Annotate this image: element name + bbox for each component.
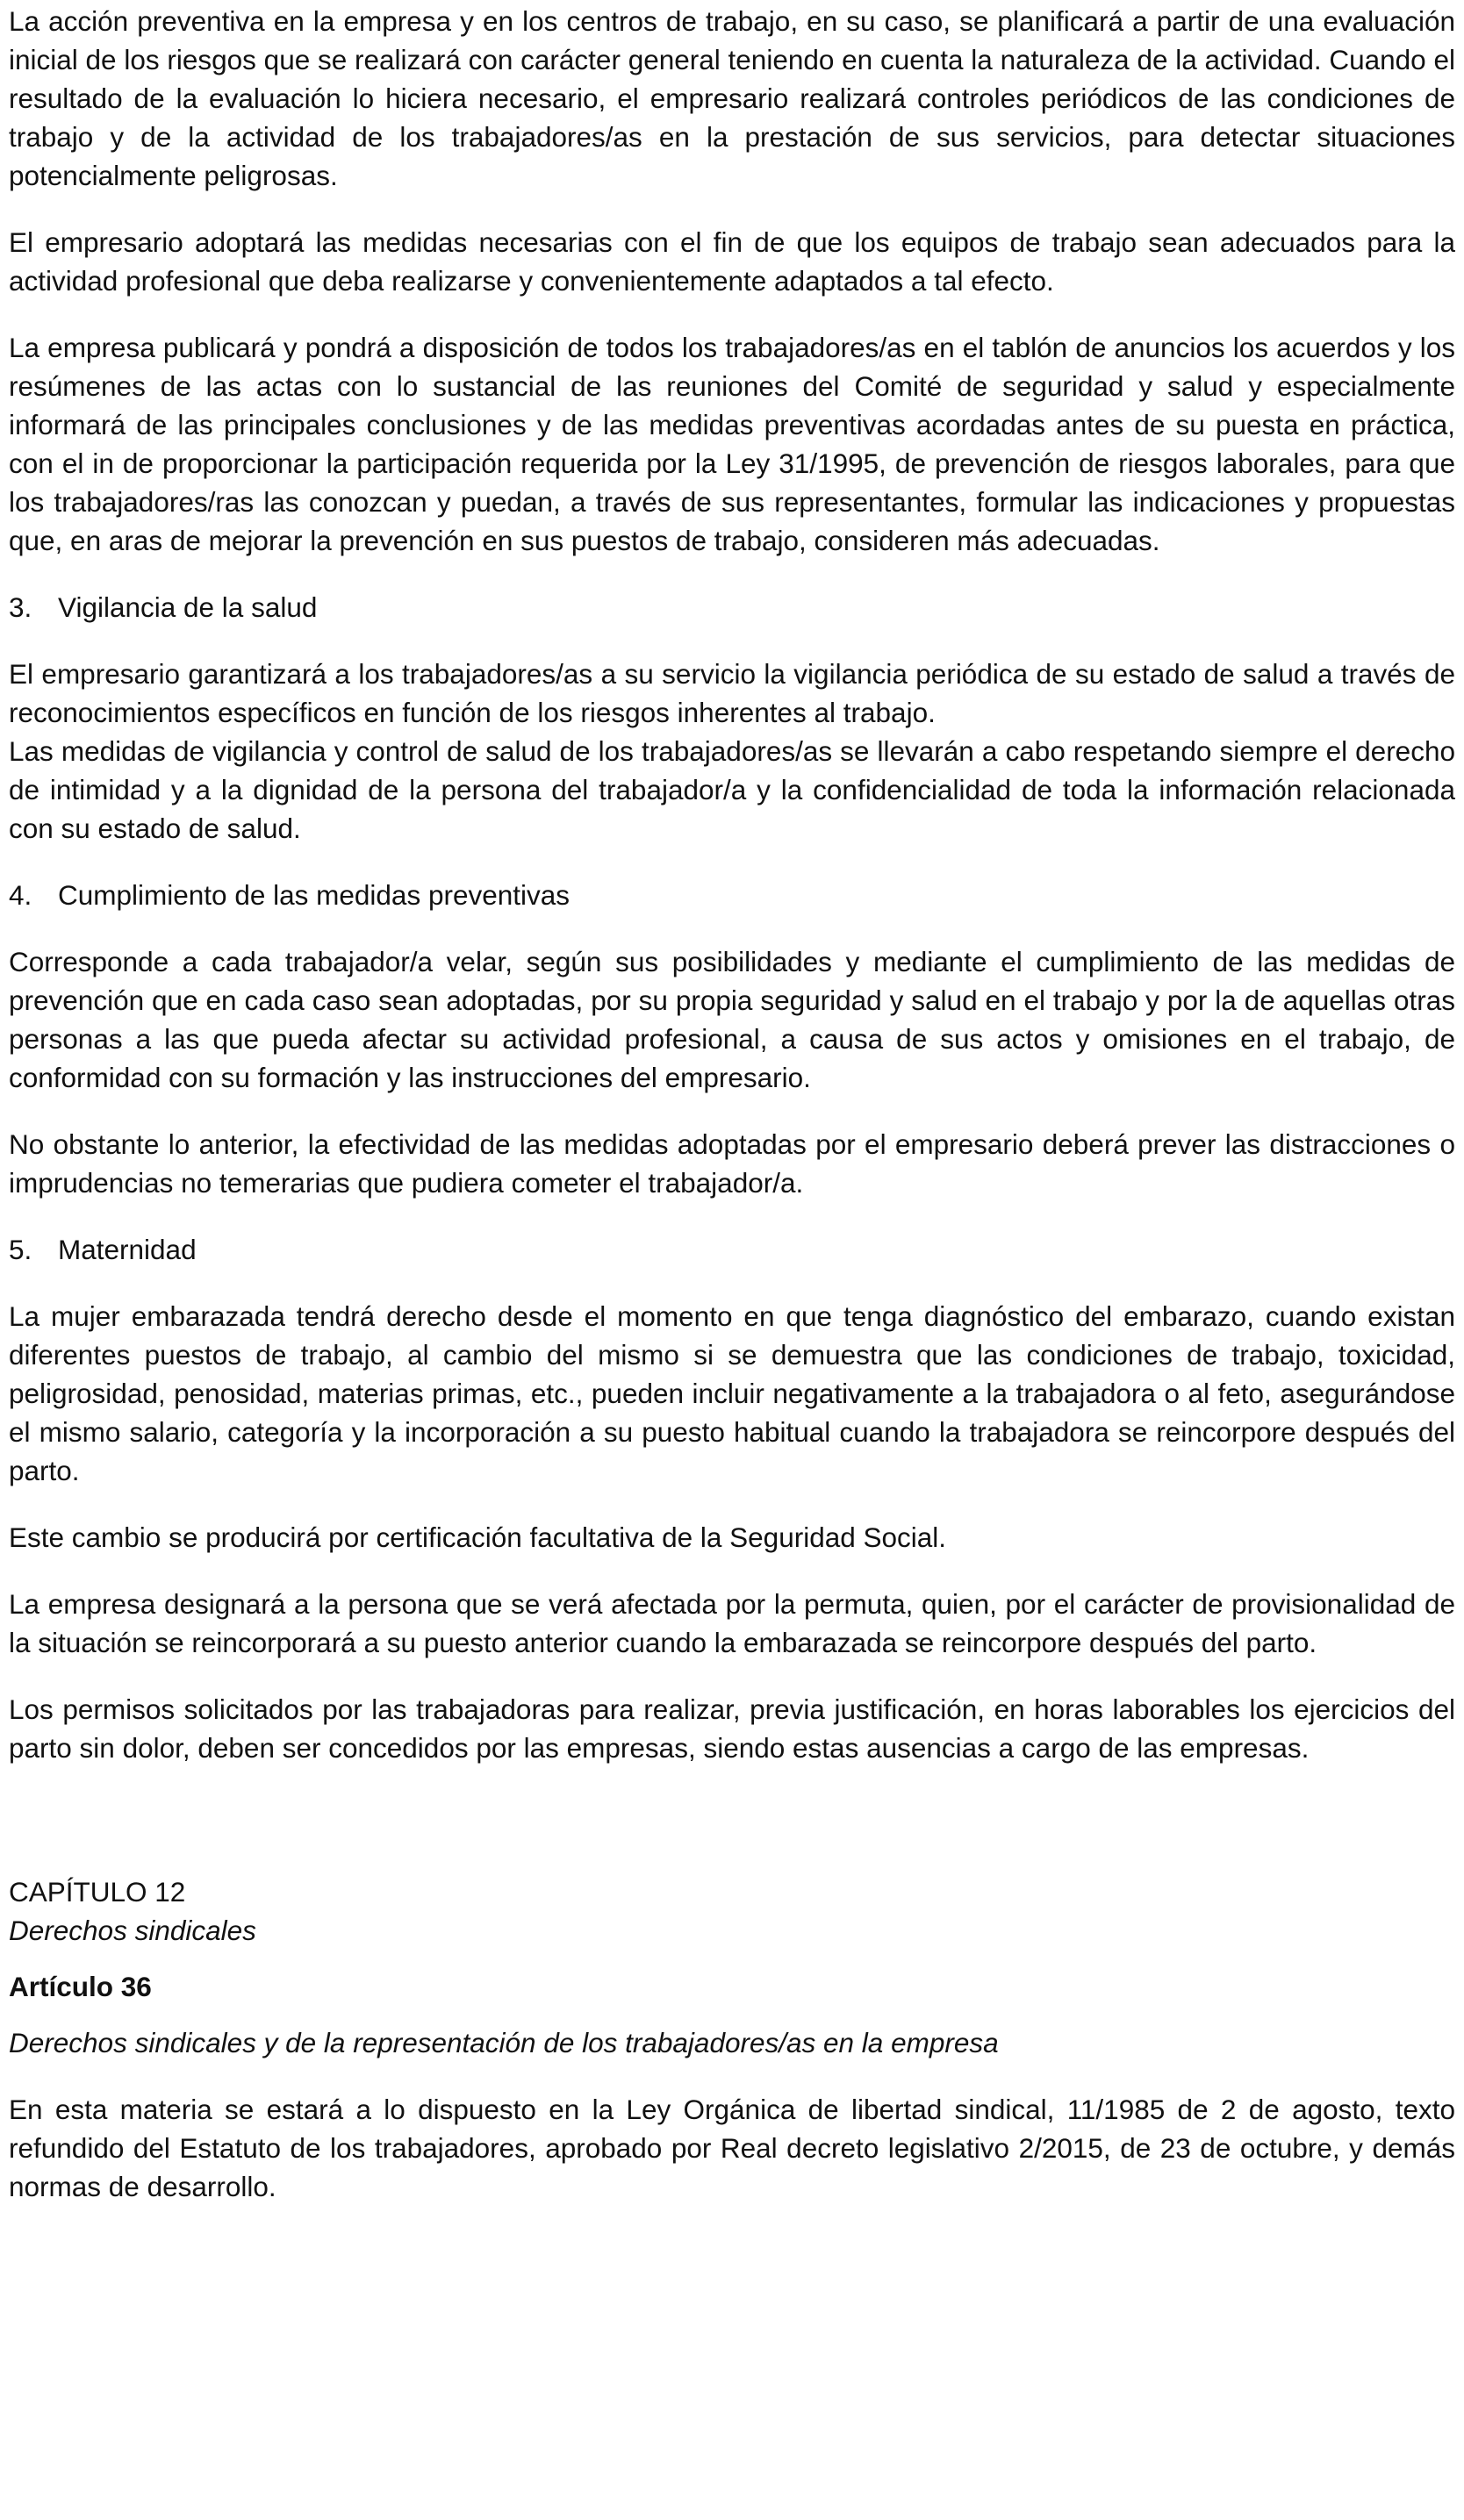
chapter-subtitle: Derechos sindicales <box>9 1915 256 1946</box>
paragraph-maternidad-1: La mujer embarazada tendrá derecho desde el momento en que tenga diagnóstico del embarazo, cuando existan diferentes puestos de trabajo, al cambio del mismo si se demuestra que las condiciones de trabajo, toxicidad, peligrosidad, penosidad, materias primas, etc., pueden incluir negativamente a la trabajadora o al feto, asegurándose el mismo salario, categoría y la incorporación a su puesto habitual cuando la trabajadora se reincorpore después del parto. <box>9 1300 1455 1486</box>
chapter-title: CAPÍTULO 12 <box>9 1876 186 1908</box>
section-title: Cumplimiento de las medidas preventivas <box>58 879 571 911</box>
section-number: 3. <box>9 591 32 623</box>
paragraph-vigilancia-2: Las medidas de vigilancia y control de salud de los trabajadores/as se llevarán a cabo respetando siempre el derecho de intimidad y a la dignidad de la persona del trabajador/a y la confidencialidad de toda la información relacionada con su estado de salud. <box>9 735 1455 844</box>
section-heading-vigilancia <box>9 588 1455 626</box>
section-title: Vigilancia de la salud <box>58 591 318 623</box>
article-subtitle: Derechos sindicales y de la representación de los trabajadores/as en la empresa <box>9 2027 999 2058</box>
paragraph-vigilancia-1: El empresario garantizará a los trabajadores/as a su servicio la vigilancia periódica de su estado de salud a través de reconocimientos específicos en función de los riesgos inherentes al trabajo. <box>9 658 1455 728</box>
section-title: Maternidad <box>58 1234 197 1265</box>
section-heading-maternidad <box>9 1230 1455 1269</box>
paragraph-maternidad-3: La empresa designará a la persona que se verá afectada por la permuta, quien, por el carácter de provisionalidad de la situación se reincorporará a su puesto anterior cuando la embarazada se reincorpore después del parto. <box>9 1588 1455 1658</box>
section-heading-cumplimiento <box>9 876 1455 914</box>
paragraph-planning: La acción preventiva en la empresa y en los centros de trabajo, en su caso, se planificará a partir de una evaluación inicial de los riesgos que se realizará con carácter general teniendo en cuenta la naturaleza de la actividad. Cuando el resultado de la evaluación lo hiciera necesario, el empresario realizará controles periódicos de las condiciones de trabajo y de la actividad de los trabajadores/as en la prestación de sus servicios, para detectar situaciones potencialmente peligrosas. <box>9 5 1455 191</box>
paragraph-cumplimiento-2: No obstante lo anterior, la efectividad de las medidas adoptadas por el empresario deberá prever las distracciones o imprudencias no temerarias que pudiera cometer el trabajador/a. <box>9 1128 1455 1199</box>
paragraph-cumplimiento-1: Corresponde a cada trabajador/a velar, según sus posibilidades y mediante el cumplimiento de las medidas de prevención que en cada caso sean adoptadas, por su propia seguridad y salud en el trabajo y por la de aquellas otras personas a las que pueda afectar su actividad profesional, a causa de sus actos y omisiones en el trabajo, de conformidad con su formación y las instrucciones del empresario. <box>9 946 1455 1093</box>
paragraph-publication: La empresa publicará y pondrá a disposición de todos los trabajadores/as en el tablón de anuncios los acuerdos y los resúmenes de las actas con lo sustancial de las reuniones del Comité de seguridad y salud y especialmente informará de las principales conclusiones y de las medidas preventivas acordadas antes de su puesta en práctica, con el in de proporcionar la participación requerida por la Ley 31/1995, de prevención de riesgos laborales, para que los trabajadores/ras las conozcan y puedan, a través de sus representantes, formular las indicaciones y propuestas que, en aras de mejorar la prevención en sus puestos de trabajo, consideren más adecuadas. <box>9 332 1455 556</box>
section-number: 4. <box>9 879 32 911</box>
paragraph-maternidad-4: Los permisos solicitados por las trabajadoras para realizar, previa justificación, en horas laborables los ejercicios del parto sin dolor, deben ser concedidos por las empresas, siendo estas ausencias a cargo de las empresas. <box>9 1693 1455 1764</box>
paragraph-equipment: El empresario adoptará las medidas necesarias con el fin de que los equipos de trabajo sean adecuados para la actividad profesional que deba realizarse y convenientemente adaptados a tal efecto. <box>9 226 1455 297</box>
paragraph-maternidad-2: Este cambio se producirá por certificación facultativa de la Seguridad Social. <box>9 1521 947 1553</box>
paragraph-article-36: En esta materia se estará a lo dispuesto en la Ley Orgánica de libertad sindical, 11/1985 de 2 de agosto, texto refundido del Estatuto de los trabajadores, aprobado por Real decreto legislativo 2/2015, de 23 de octubre, y demás normas de desarrollo. <box>9 2094 1455 2202</box>
section-number: 5. <box>9 1234 32 1265</box>
chapter-block <box>9 1872 1455 1950</box>
document-body <box>9 2 1455 2234</box>
article-title: Artículo 36 <box>9 1971 152 2002</box>
